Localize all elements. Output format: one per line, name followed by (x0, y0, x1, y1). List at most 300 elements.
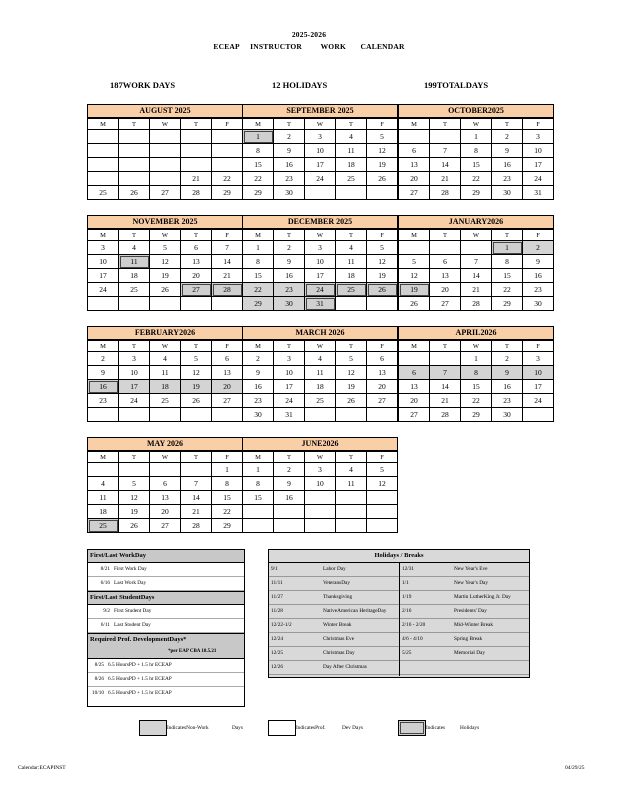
day-cell: 20 (399, 394, 430, 408)
weekday-header: M (88, 119, 119, 130)
month-calendar (242, 326, 398, 422)
weekday-header: M (399, 230, 430, 241)
day-cell (119, 130, 150, 144)
day-cell: 17 (119, 380, 150, 394)
day-cell: 30 (274, 297, 305, 311)
holiday-row (269, 647, 399, 661)
weekday-header: M (399, 119, 430, 130)
day-cell: 15 (243, 158, 274, 172)
day-cell: 13 (181, 255, 212, 269)
day-cell: 14 (430, 380, 461, 394)
day-cell: 10 (523, 144, 554, 158)
weekday-header: T (181, 452, 212, 463)
weekday-header: T (181, 230, 212, 241)
day-cell: 9 (243, 366, 274, 380)
prof-dev-header (88, 633, 244, 659)
day-cell: 2 (88, 352, 119, 366)
pd-label-2: 6.5 HoursPD + 1.5 hr ECEAP (108, 676, 172, 682)
weekday-header: M (243, 452, 274, 463)
weekday-header: M (243, 230, 274, 241)
pd-label-1: 6.5 HoursPD + 1.5 hr ECEAP (108, 662, 172, 668)
weekday-header: T (492, 119, 523, 130)
day-cell (305, 505, 336, 519)
weekday-header: W (461, 119, 492, 130)
legend-holidays-indicates: Indicates (426, 725, 446, 731)
holidays-panel (268, 549, 530, 678)
day-cell (336, 408, 367, 422)
first-last-workday-header: First/Last WorkDay (88, 550, 244, 563)
day-cell: 3 (305, 241, 336, 255)
day-cell: 3 (88, 241, 119, 255)
month-title: NOVEMBER 2025 (87, 215, 243, 229)
day-cell: 3 (305, 463, 336, 477)
day-cell: 1 (461, 352, 492, 366)
day-cell: 4 (88, 477, 119, 491)
day-cell (88, 408, 119, 422)
weekday-header: M (88, 341, 119, 352)
day-cell: 8 (461, 366, 492, 380)
day-cell: 27 (430, 297, 461, 311)
day-cell: 8 (492, 255, 523, 269)
day-cell: 18 (119, 269, 150, 283)
weekday-header: T (336, 230, 367, 241)
weekday-header: F (523, 119, 554, 130)
day-cell: 18 (305, 380, 336, 394)
weekday-header: T (274, 230, 305, 241)
holiday-date: 5/25 (402, 650, 412, 656)
day-cell: 29 (243, 297, 274, 311)
prof-dev-title: Required Prof. DevelopmentDays* (90, 636, 187, 643)
legend-profdev-swatch (268, 720, 296, 736)
pd-label-3: 6.5 HoursPD + 1.5 hr ECEAP (108, 690, 172, 696)
day-cell: 15 (212, 491, 243, 505)
weekday-header: M (88, 230, 119, 241)
holiday-date: 12/25 (271, 650, 284, 656)
day-cell: 10 (523, 366, 554, 380)
day-cell: 21 (181, 172, 212, 186)
day-cell: 24 (274, 394, 305, 408)
day-cell: 5 (181, 352, 212, 366)
holiday-row (400, 619, 529, 633)
day-cell (399, 241, 430, 255)
day-cell (150, 297, 181, 311)
work-days-count: 187WORK DAYS (110, 80, 176, 90)
day-cell: 25 (88, 519, 119, 533)
day-cell: 9 (492, 366, 523, 380)
holiday-name: Labor Day (323, 566, 346, 572)
day-cell: 20 (212, 380, 243, 394)
holiday-row (400, 661, 529, 675)
day-cell: 26 (181, 394, 212, 408)
day-cell: 22 (492, 283, 523, 297)
last-studentday-label: Last Student Day (114, 622, 151, 628)
day-cell (88, 144, 119, 158)
day-cell: 17 (305, 269, 336, 283)
weekday-header: W (150, 452, 181, 463)
holiday-name: Presidents' Day (454, 608, 487, 614)
day-cell: 16 (274, 269, 305, 283)
day-cell: 5 (367, 463, 398, 477)
day-cell (336, 519, 367, 533)
holiday-name: NativeAmerican HeritageDay (323, 608, 387, 614)
weekday-header: M (88, 452, 119, 463)
day-cell: 18 (150, 380, 181, 394)
day-cell (461, 241, 492, 255)
day-cell: 27 (212, 394, 243, 408)
day-cell: 11 (305, 366, 336, 380)
day-cell: 20 (150, 505, 181, 519)
day-cell: 14 (212, 255, 243, 269)
holiday-date: 12/24 (271, 636, 284, 642)
day-cell: 15 (492, 269, 523, 283)
holiday-row (269, 563, 399, 577)
holiday-date: 4/6 - 4/10 (402, 636, 423, 642)
day-cell: 7 (430, 144, 461, 158)
holiday-name: Spring Break (454, 636, 483, 642)
holiday-date: 2/16 - 2/20 (402, 622, 426, 628)
day-cell (367, 408, 398, 422)
day-cell (88, 297, 119, 311)
day-cell: 27 (150, 519, 181, 533)
total-days-count: 199TOTALDAYS (424, 80, 489, 90)
day-cell (181, 297, 212, 311)
month-title: APRIL2026 (398, 326, 554, 340)
month-calendar (242, 437, 398, 533)
day-cell: 2 (492, 352, 523, 366)
holiday-date: 11/11 (271, 580, 283, 586)
day-cell: 10 (305, 255, 336, 269)
weekday-header: W (305, 452, 336, 463)
day-cell (367, 505, 398, 519)
day-cell (399, 352, 430, 366)
weekday-header: M (243, 119, 274, 130)
last-workday-date: 6/16 (100, 580, 110, 586)
holiday-row (269, 591, 399, 605)
day-cell (119, 408, 150, 422)
day-cell: 13 (430, 269, 461, 283)
holidays-count: 12 HOLIDAYS (272, 80, 328, 90)
holiday-row (269, 605, 399, 619)
day-cell (88, 158, 119, 172)
day-cell: 16 (523, 269, 554, 283)
day-cell: 2 (274, 241, 305, 255)
day-cell: 8 (212, 477, 243, 491)
day-cell: 16 (88, 380, 119, 394)
day-cell: 1 (243, 463, 274, 477)
month-calendar (398, 326, 554, 422)
first-studentday-date: 9/2 (103, 608, 110, 614)
weekday-header: T (336, 341, 367, 352)
day-cell: 29 (492, 297, 523, 311)
holiday-name: Christmas Day (323, 650, 355, 656)
weekday-header: W (305, 119, 336, 130)
day-cell: 22 (461, 394, 492, 408)
weekday-header: F (212, 341, 243, 352)
day-cell: 15 (461, 380, 492, 394)
day-cell: 7 (181, 477, 212, 491)
day-cell: 28 (461, 297, 492, 311)
legend-holidays-label: Holidays (460, 725, 480, 731)
day-cell: 22 (243, 283, 274, 297)
day-cell: 23 (274, 283, 305, 297)
legend-nonwork-label: IndicatesNon-Work (167, 725, 209, 731)
first-workday-date: 8/21 (100, 566, 110, 572)
month-calendar (87, 326, 243, 422)
holiday-date: 9/1 (271, 566, 278, 572)
first-workday-label: First Work Day (114, 566, 147, 572)
day-cell (305, 519, 336, 533)
weekday-header: M (243, 341, 274, 352)
day-cell (181, 130, 212, 144)
day-cell: 26 (150, 283, 181, 297)
holiday-name: Thanksgiving (323, 594, 353, 600)
holiday-name: VeteransDay (323, 580, 351, 586)
day-cell (150, 130, 181, 144)
day-cell: 10 (119, 366, 150, 380)
day-cell: 19 (119, 505, 150, 519)
day-cell: 11 (119, 255, 150, 269)
holiday-row (400, 563, 529, 577)
day-cell: 13 (367, 366, 398, 380)
day-cell: 14 (461, 269, 492, 283)
day-cell (274, 519, 305, 533)
day-cell: 1 (212, 463, 243, 477)
holiday-row (400, 647, 529, 661)
day-cell: 21 (181, 505, 212, 519)
day-cell: 31 (274, 408, 305, 422)
day-cell: 16 (492, 158, 523, 172)
day-cell (119, 158, 150, 172)
day-cell (305, 491, 336, 505)
day-cell (212, 408, 243, 422)
day-cell: 23 (523, 283, 554, 297)
footer-date: 04/29/25 (565, 765, 585, 771)
month-calendar (242, 215, 398, 311)
legend-prof-label: IndicatesProf. (296, 725, 326, 731)
holidays-left-column (269, 563, 400, 676)
day-cell: 26 (399, 297, 430, 311)
weekday-header: T (430, 230, 461, 241)
day-cell (150, 172, 181, 186)
day-cell: 27 (367, 394, 398, 408)
holiday-name: Memorial Day (454, 650, 486, 656)
day-cell: 18 (336, 269, 367, 283)
day-cell: 31 (305, 297, 336, 311)
weekday-header: T (119, 230, 150, 241)
legend-holidays-swatch (398, 720, 426, 736)
day-cell: 25 (88, 186, 119, 200)
day-cell: 11 (336, 255, 367, 269)
day-cell: 27 (399, 186, 430, 200)
day-cell: 2 (492, 130, 523, 144)
day-cell: 30 (492, 408, 523, 422)
last-workday-label: Last Work Day (114, 580, 147, 586)
day-cell: 19 (181, 380, 212, 394)
day-cell: 22 (212, 172, 243, 186)
day-cell: 10 (305, 477, 336, 491)
day-cell (367, 519, 398, 533)
day-cell: 5 (119, 477, 150, 491)
holiday-date: 2/16 (402, 608, 412, 614)
day-cell (336, 297, 367, 311)
work-info-panel (87, 549, 245, 707)
day-cell: 14 (181, 491, 212, 505)
day-cell: 5 (367, 241, 398, 255)
weekday-header: W (150, 230, 181, 241)
day-cell: 12 (367, 255, 398, 269)
day-cell: 28 (430, 186, 461, 200)
weekday-header: T (181, 341, 212, 352)
day-cell: 20 (430, 283, 461, 297)
day-cell (243, 505, 274, 519)
month-calendar (242, 104, 398, 200)
day-cell: 8 (243, 477, 274, 491)
legend-dev-label: Dev Days (342, 725, 364, 731)
holiday-name: Winter Break (323, 622, 352, 628)
day-cell: 19 (336, 380, 367, 394)
day-cell: 4 (336, 463, 367, 477)
day-cell (430, 352, 461, 366)
month-calendar (87, 215, 243, 311)
holiday-date: 11/28 (271, 608, 283, 614)
weekday-header: T (430, 119, 461, 130)
day-cell: 21 (461, 283, 492, 297)
day-cell: 15 (243, 269, 274, 283)
day-cell (88, 463, 119, 477)
holiday-name: New Year's Eve (454, 566, 488, 572)
day-cell: 17 (523, 158, 554, 172)
day-cell: 6 (181, 241, 212, 255)
day-cell: 25 (119, 283, 150, 297)
title-part-eceap: ECEAP (213, 42, 240, 51)
holidays-right-column (400, 563, 529, 675)
day-cell: 9 (274, 144, 305, 158)
day-cell: 30 (243, 408, 274, 422)
day-cell (274, 505, 305, 519)
title-part-calendar: CALENDAR (360, 42, 405, 51)
day-cell: 30 (274, 186, 305, 200)
weekday-header: W (305, 341, 336, 352)
day-cell: 17 (305, 158, 336, 172)
day-cell: 21 (212, 269, 243, 283)
day-cell: 26 (336, 394, 367, 408)
day-cell: 13 (150, 491, 181, 505)
day-cell (150, 408, 181, 422)
holiday-date: 12/22-1/2 (271, 622, 292, 628)
holidays-title: Holidays / Breaks (269, 550, 529, 563)
weekday-header: T (274, 341, 305, 352)
day-cell: 24 (119, 394, 150, 408)
month-title: MARCH 2026 (242, 326, 398, 340)
day-cell: 8 (461, 144, 492, 158)
day-cell: 2 (243, 352, 274, 366)
day-cell: 8 (243, 255, 274, 269)
day-cell: 29 (461, 186, 492, 200)
holiday-row (400, 633, 529, 647)
day-cell: 4 (119, 241, 150, 255)
weekday-header: F (212, 119, 243, 130)
weekday-header: W (461, 230, 492, 241)
day-cell: 7 (430, 366, 461, 380)
day-cell: 19 (399, 283, 430, 297)
day-cell: 21 (430, 394, 461, 408)
day-cell: 12 (150, 255, 181, 269)
holiday-row (269, 661, 399, 675)
day-cell (181, 408, 212, 422)
pd-date-1: 8/25 (94, 662, 104, 668)
day-cell (430, 241, 461, 255)
last-studentday-date: 6/11 (100, 622, 110, 628)
day-cell: 12 (367, 144, 398, 158)
day-cell (399, 130, 430, 144)
weekday-header: F (212, 230, 243, 241)
day-cell: 22 (461, 172, 492, 186)
day-cell: 8 (243, 144, 274, 158)
day-cell: 28 (430, 408, 461, 422)
day-cell: 21 (430, 172, 461, 186)
day-cell: 20 (181, 269, 212, 283)
day-cell: 13 (399, 380, 430, 394)
day-cell (150, 144, 181, 158)
day-cell: 4 (336, 130, 367, 144)
day-cell: 9 (88, 366, 119, 380)
month-title: SEPTEMBER 2025 (242, 104, 398, 118)
month-title: AUGUST 2025 (87, 104, 243, 118)
day-cell (305, 186, 336, 200)
day-cell: 6 (399, 366, 430, 380)
day-cell: 11 (336, 477, 367, 491)
day-cell: 5 (336, 352, 367, 366)
day-cell (336, 505, 367, 519)
month-title: DECEMBER 2025 (242, 215, 398, 229)
weekday-header: T (119, 119, 150, 130)
holiday-row (269, 633, 399, 647)
day-cell: 10 (305, 144, 336, 158)
day-cell: 16 (274, 491, 305, 505)
day-cell: 5 (367, 130, 398, 144)
day-cell: 1 (492, 241, 523, 255)
pd-date-3: 10/10 (91, 690, 104, 696)
day-cell: 22 (212, 505, 243, 519)
day-cell: 26 (367, 172, 398, 186)
day-cell: 23 (274, 172, 305, 186)
day-cell: 11 (336, 144, 367, 158)
month-calendar (398, 215, 554, 311)
day-cell: 7 (212, 241, 243, 255)
day-cell (212, 158, 243, 172)
day-cell: 11 (150, 366, 181, 380)
day-cell (150, 158, 181, 172)
day-cell: 6 (212, 352, 243, 366)
day-cell: 29 (461, 408, 492, 422)
legend-days-label: Days (232, 725, 243, 731)
holiday-row (400, 605, 529, 619)
day-cell: 14 (430, 158, 461, 172)
title-part-work: WORK (320, 42, 346, 51)
day-cell: 9 (492, 144, 523, 158)
weekday-header: F (523, 230, 554, 241)
day-cell (212, 144, 243, 158)
month-calendar (398, 104, 554, 200)
holiday-name: Mid-Winter Break (454, 622, 494, 628)
day-cell: 19 (150, 269, 181, 283)
day-cell: 26 (119, 519, 150, 533)
day-cell: 19 (367, 158, 398, 172)
day-cell: 11 (88, 491, 119, 505)
day-cell: 18 (88, 505, 119, 519)
holiday-row (269, 619, 399, 633)
day-cell (212, 130, 243, 144)
